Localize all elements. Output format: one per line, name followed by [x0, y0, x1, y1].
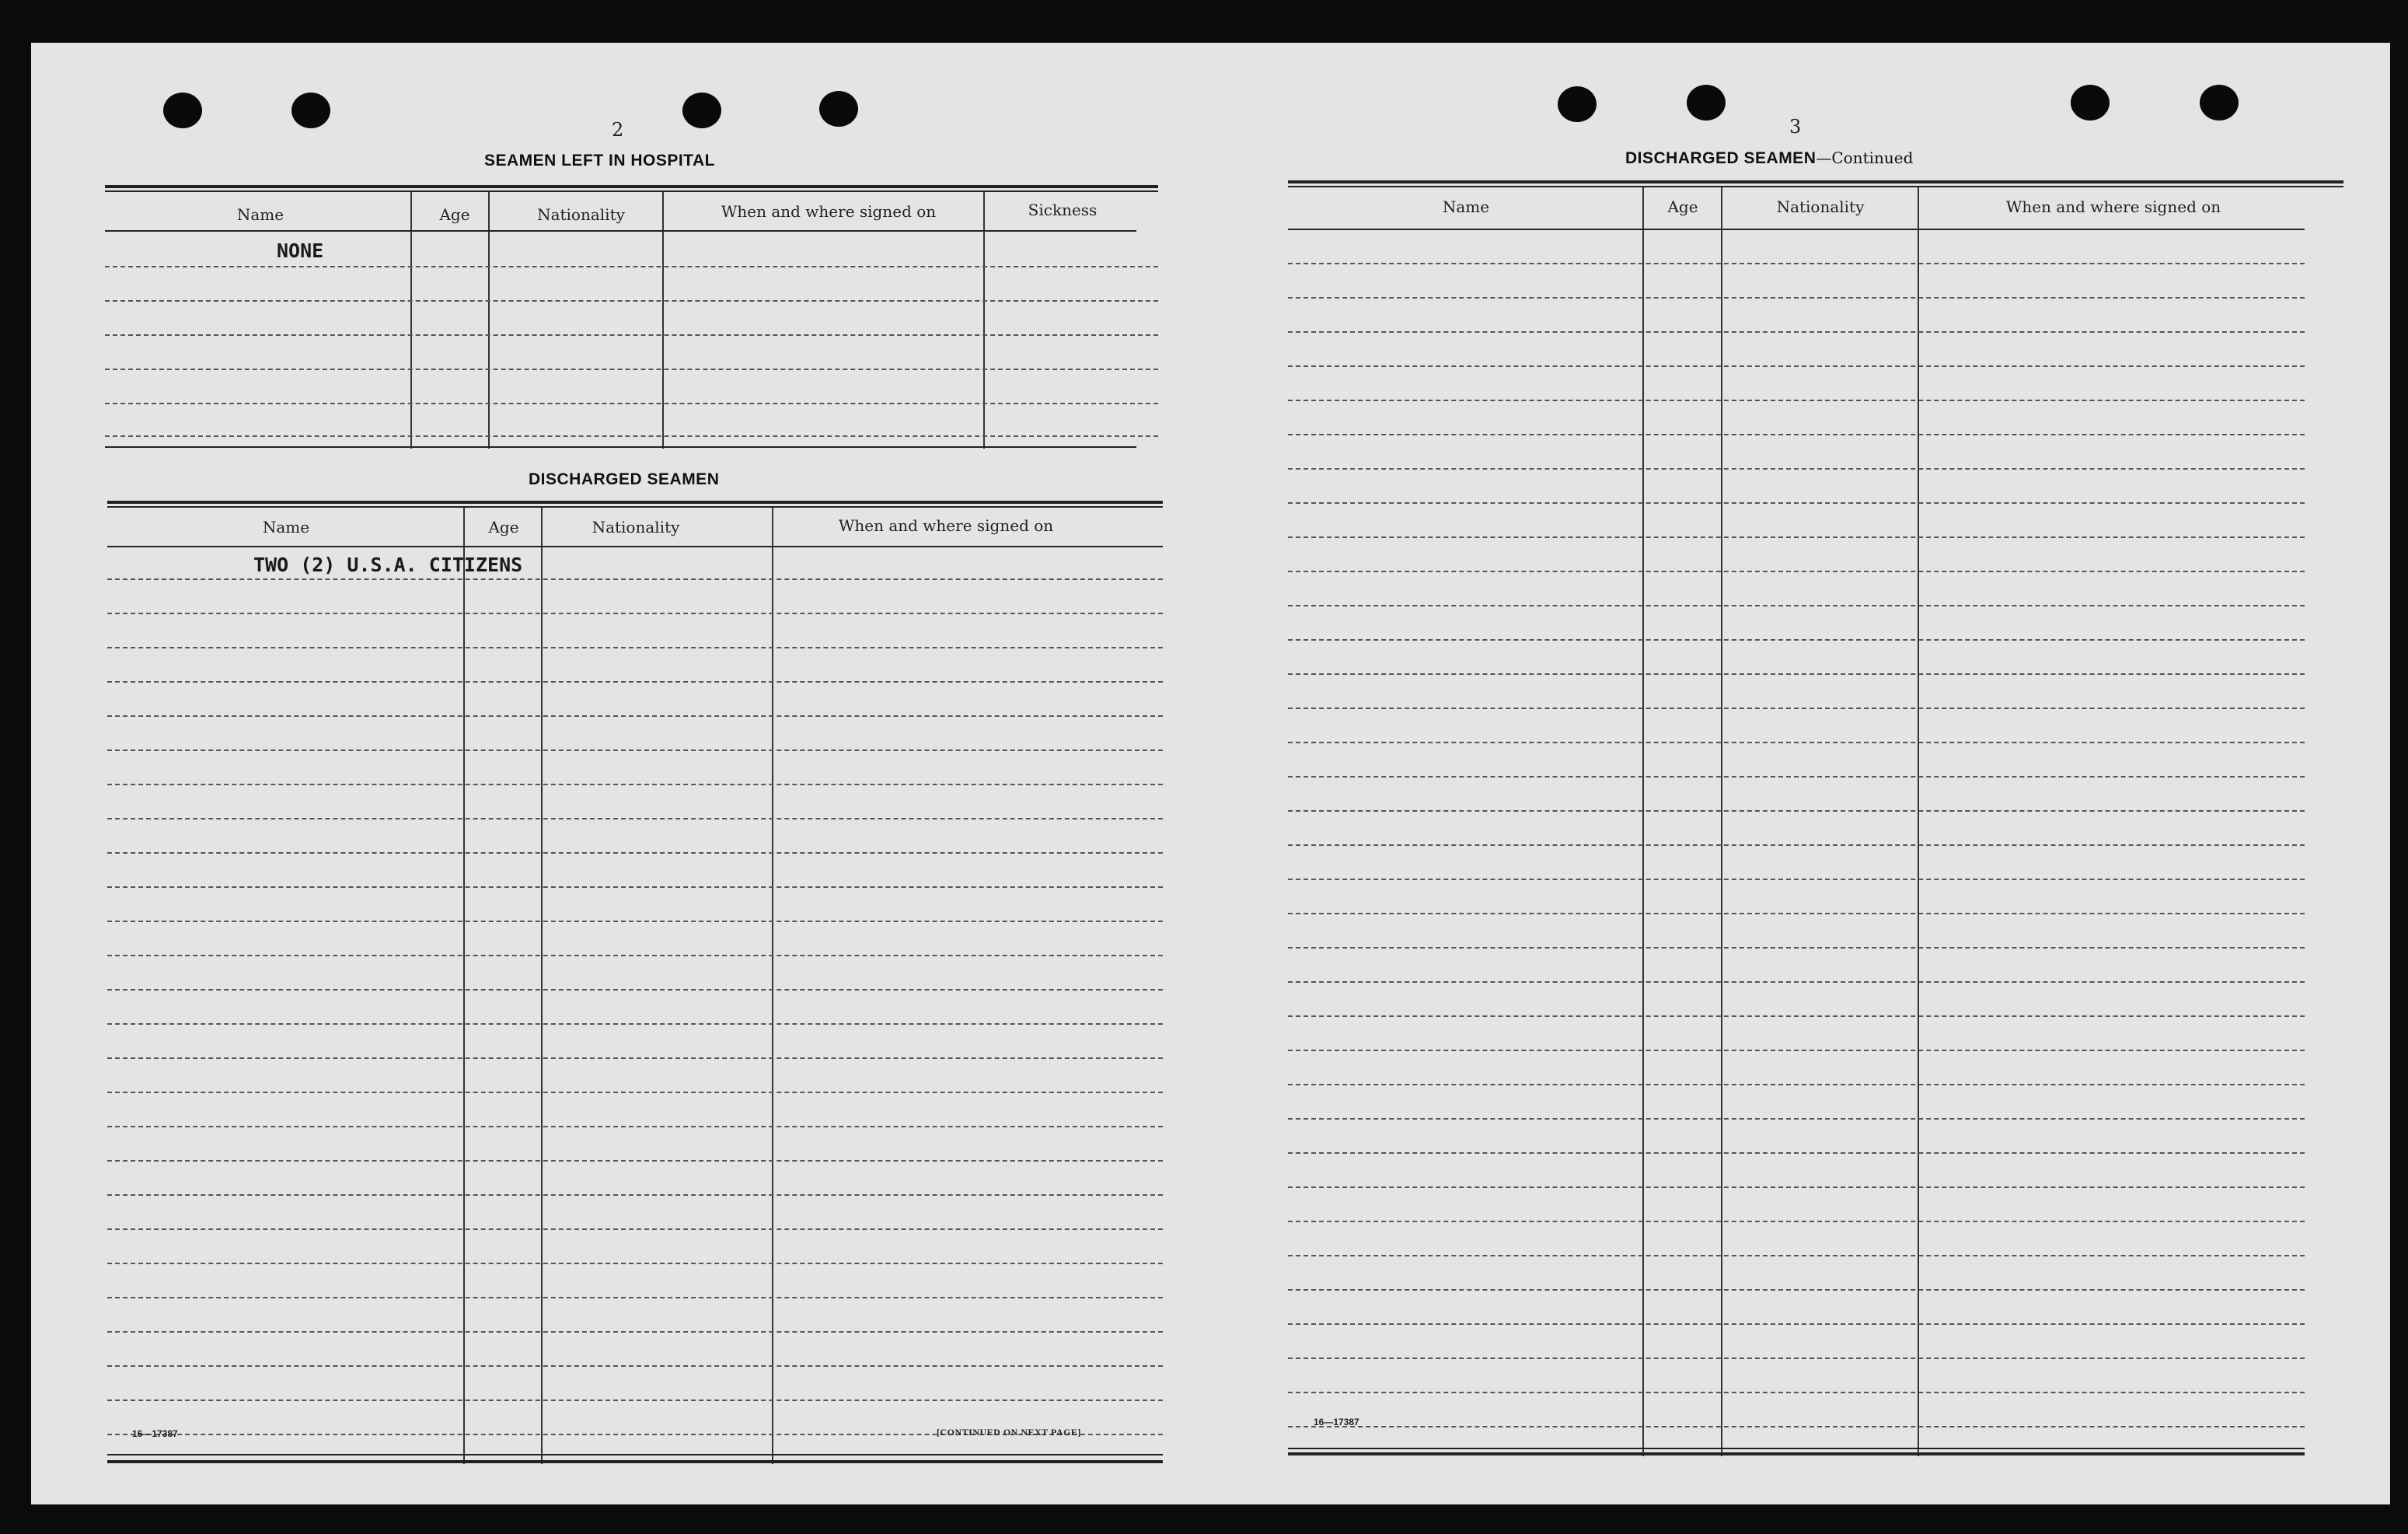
- discharged-continued-title-main: DISCHARGED SEAMEN: [1625, 149, 1816, 167]
- right-header-nationality: Nationality: [1776, 197, 1865, 216]
- punch-hole-1: [163, 93, 202, 128]
- discharged-header-age: Age: [488, 518, 519, 536]
- discharged-header-signed-on: When and where signed on: [838, 516, 1054, 535]
- hospital-header-age: Age: [439, 205, 470, 224]
- hospital-header-nationality: Nationality: [537, 205, 625, 224]
- continued-on-next-page: [CONTINUED ON NEXT PAGE]: [937, 1427, 1081, 1438]
- discharged-header-name: Name: [262, 518, 310, 536]
- discharged-continued-table: [1288, 180, 2343, 1459]
- discharged-header-nationality: Nationality: [592, 518, 680, 536]
- punch-hole-8: [2200, 85, 2239, 121]
- hospital-header-name: Name: [236, 205, 284, 224]
- left-form-number: 16—17387: [132, 1428, 178, 1439]
- discharged-continued-title: [1625, 149, 1913, 168]
- punch-hole-2: [291, 93, 330, 128]
- punch-hole-6: [1687, 85, 1726, 121]
- document-sheet: [31, 43, 2390, 1504]
- right-header-name: Name: [1442, 197, 1490, 216]
- right-header-signed-on: When and where signed on: [2005, 197, 2221, 216]
- punch-hole-4: [819, 91, 858, 127]
- left-page-number: 2: [612, 119, 624, 141]
- right-page-number: 3: [1789, 116, 1802, 138]
- hospital-entry-none: NONE: [277, 239, 324, 262]
- hospital-table: [105, 185, 1158, 453]
- discharged-continued-title-suffix: —Continued: [1816, 149, 1914, 167]
- punch-hole-3: [682, 93, 721, 128]
- punch-hole-5: [1558, 86, 1597, 122]
- discharged-section-title: DISCHARGED SEAMEN: [529, 470, 720, 488]
- right-form-number: 16—17387: [1314, 1417, 1359, 1427]
- right-header-age: Age: [1667, 197, 1698, 216]
- discharged-entry-citizens: TWO (2) U.S.A. CITIZENS: [253, 554, 523, 576]
- hospital-header-signed-on: When and where signed on: [721, 202, 937, 221]
- punch-hole-7: [2071, 85, 2110, 121]
- discharged-table: [107, 501, 1163, 1465]
- hospital-header-sickness: Sickness: [1028, 201, 1098, 219]
- hospital-section-title: SEAMEN LEFT IN HOSPITAL: [484, 152, 715, 169]
